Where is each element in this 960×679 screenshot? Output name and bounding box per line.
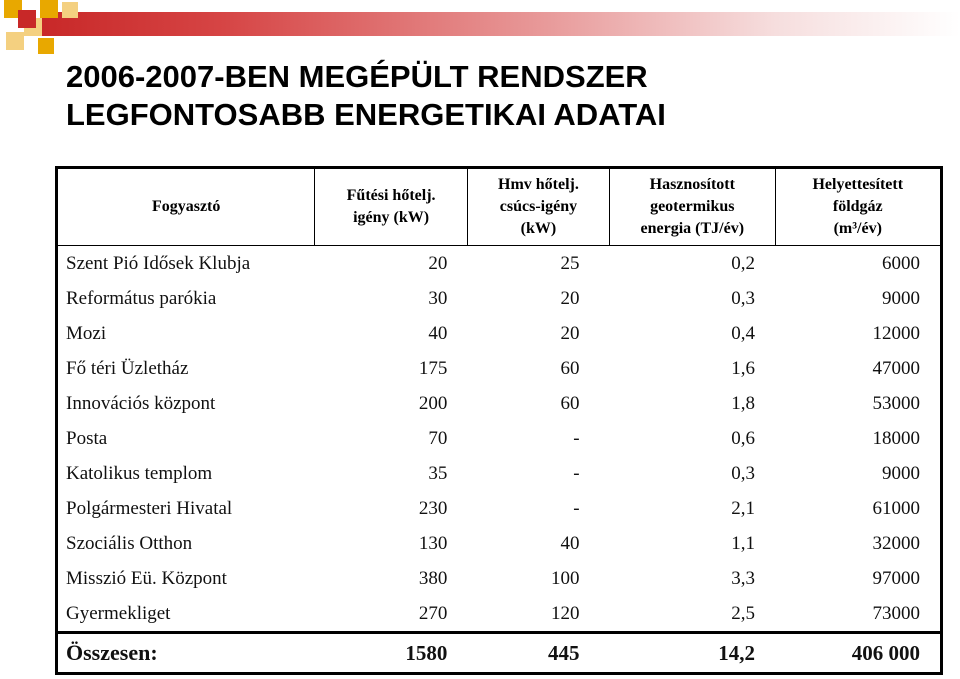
table-cell: 14,2	[610, 633, 775, 674]
table-row	[57, 281, 942, 316]
table-row	[57, 316, 942, 351]
table-cell: 1580	[315, 633, 468, 674]
decor-square-light-3	[62, 2, 78, 18]
column-header-line: (kW)	[520, 220, 557, 237]
table-cell: -	[573, 497, 580, 519]
table-row	[57, 386, 942, 421]
table-cell: 0,6	[731, 427, 756, 449]
row-label: Posta	[66, 427, 108, 449]
table-row	[57, 491, 942, 526]
column-header-line: csúcs-igény	[499, 198, 578, 215]
table-cell: 9000	[882, 462, 920, 484]
table-cell: 270	[418, 602, 448, 624]
column-header-line: igény (kW)	[353, 209, 430, 226]
table-cell: 0,2	[731, 252, 756, 274]
header-decoration	[0, 0, 960, 60]
table-cell: 53000	[872, 392, 920, 414]
row-label: Misszió Eü. Központ	[66, 567, 227, 589]
table-cell: 12000	[872, 322, 920, 344]
table-cell: 200	[418, 392, 448, 414]
table-cell: 25	[560, 252, 580, 274]
table-row	[57, 351, 942, 386]
column-header-line: geotermikus	[650, 198, 735, 215]
row-label: Gyermekliget	[66, 602, 171, 624]
column-header-line: Fűtési hőtelj.	[346, 187, 436, 204]
table-row	[57, 596, 942, 633]
table-cell: 18000	[872, 427, 920, 449]
table-cell: 1,1	[731, 532, 756, 554]
column-header-line: Fogyasztó	[151, 198, 221, 215]
table-cell: 73000	[872, 602, 920, 624]
table-cell: 130	[418, 532, 448, 554]
table-row	[57, 246, 942, 282]
table-cell: 175	[418, 357, 448, 379]
table-header-row	[57, 168, 942, 246]
table-cell: 60	[560, 357, 580, 379]
column-header-4	[775, 168, 941, 246]
table-cell: 47000	[872, 357, 920, 379]
column-header-line: földgáz	[832, 198, 883, 215]
decor-square-gold-2	[40, 0, 58, 18]
decor-square-red	[18, 10, 36, 28]
table-cell: 3,3	[731, 567, 756, 589]
table-row	[57, 456, 942, 491]
column-header-line: energia (TJ/év)	[640, 220, 745, 237]
row-label: Szociális Otthon	[66, 532, 193, 554]
table-cell: 20	[428, 252, 448, 274]
table-cell: 20	[560, 322, 580, 344]
table-cell: 6000	[882, 252, 920, 274]
table-cell: 230	[418, 497, 448, 519]
table-cell: 445	[467, 633, 609, 674]
table-cell: 100	[551, 567, 580, 589]
title-line-1: 2006-2007-BEN MEGÉPÜLT RENDSZER	[66, 59, 648, 94]
table-cell: 2,1	[731, 497, 756, 519]
table-cell: -	[573, 427, 580, 449]
row-label: Összesen:	[57, 633, 315, 674]
table-cell: 40	[428, 322, 448, 344]
page-title	[66, 58, 666, 134]
row-label: Szent Pió Idősek Klubja	[66, 252, 251, 274]
table-body	[57, 246, 942, 674]
row-label: Fő téri Üzletház	[66, 357, 189, 379]
row-label: Mozi	[66, 322, 107, 344]
column-header-0	[57, 168, 315, 246]
table-cell: 20	[560, 287, 580, 309]
table-cell: 0,4	[731, 322, 756, 344]
table-cell: 120	[551, 602, 580, 624]
row-label: Innovációs központ	[66, 392, 216, 414]
table-cell: 406 000	[775, 633, 941, 674]
column-header-3	[610, 168, 775, 246]
table-row	[57, 421, 942, 456]
table-cell: 40	[560, 532, 580, 554]
column-header-line: Hasznosított	[649, 176, 735, 193]
column-header-2	[467, 168, 609, 246]
column-header-line: Hmv hőtelj.	[498, 176, 579, 193]
table-cell: 0,3	[731, 462, 756, 484]
column-header-1	[315, 168, 468, 246]
table-cell: 35	[428, 462, 448, 484]
table-cell: 380	[418, 567, 448, 589]
table-cell: 1,8	[731, 392, 756, 414]
table-cell: 9000	[882, 287, 920, 309]
column-header-line: (m³/év)	[833, 220, 882, 237]
table-cell: 61000	[872, 497, 920, 519]
table-cell: 60	[560, 392, 580, 414]
row-label: Polgármesteri Hivatal	[66, 497, 233, 519]
energy-data-table	[55, 166, 943, 675]
table-cell: 1,6	[731, 357, 756, 379]
title-line-2: LEGFONTOSABB ENERGETIKAI ADATAI	[66, 97, 666, 132]
table-cell: 30	[428, 287, 448, 309]
total-row	[57, 633, 942, 674]
table-cell: 2,5	[731, 602, 756, 624]
header-gradient-bar	[40, 12, 960, 36]
table-cell: 97000	[872, 567, 920, 589]
table-cell: 0,3	[731, 287, 756, 309]
table-row	[57, 561, 942, 596]
decor-square-light-2	[6, 32, 24, 50]
table-cell: 70	[428, 427, 448, 449]
row-label: Katolikus templom	[66, 462, 213, 484]
table-cell: 32000	[872, 532, 920, 554]
column-header-line: Helyettesített	[812, 176, 904, 193]
decor-square-gold-3	[38, 38, 54, 54]
table-cell: -	[573, 462, 580, 484]
table-row	[57, 526, 942, 561]
row-label: Református parókia	[66, 287, 217, 309]
